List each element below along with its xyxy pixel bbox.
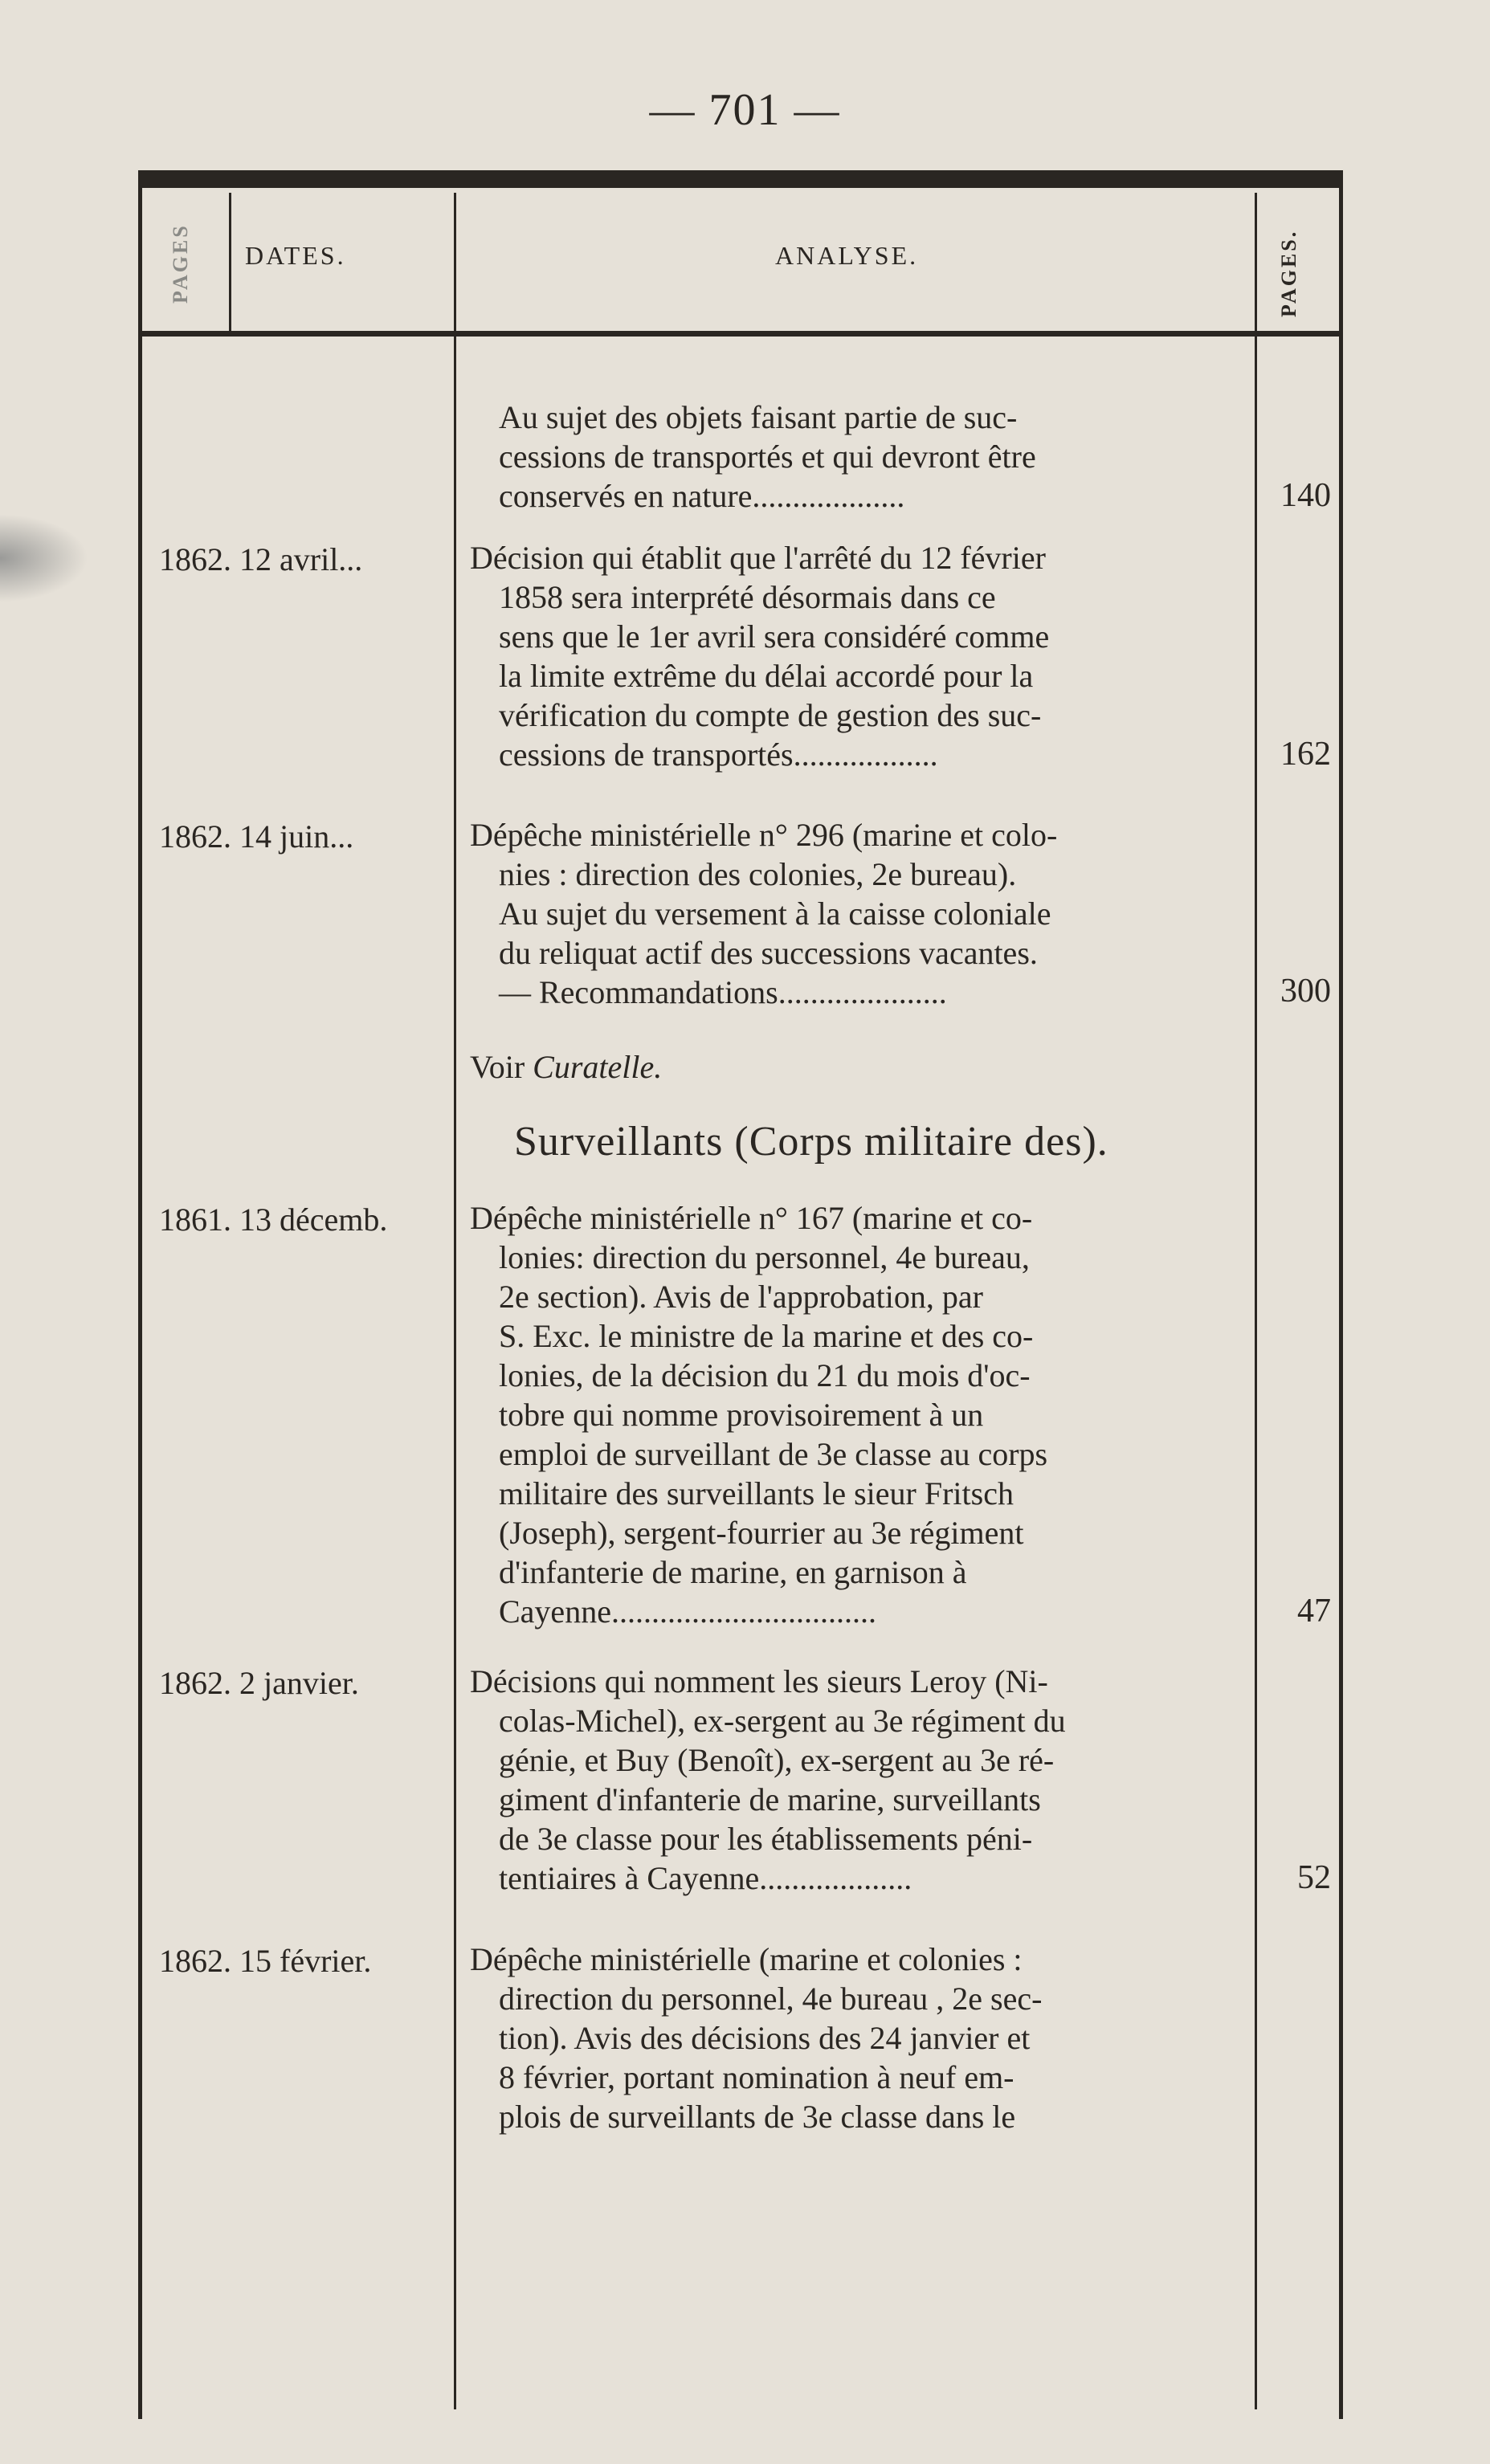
analysis-line: 8 février, portant nomination à neuf em- — [499, 2059, 1014, 2095]
analysis-line: Dépêche ministérielle n° 167 (marine et co- — [470, 1200, 1033, 1236]
left-margin-shadow — [0, 514, 88, 602]
table-header-rule — [138, 331, 1343, 337]
analysis-line: cessions de transportés.................. — [499, 736, 938, 773]
entry-date: 1862. 14 juin... — [159, 818, 354, 855]
analysis-line: d'infanterie de marine, en garnison à — [499, 1554, 967, 1590]
header-pages-left: PAGES — [169, 223, 192, 304]
analysis-line: Dépêche ministérielle n° 296 (marine et colo- — [470, 817, 1058, 853]
analysis-line: emploi de surveillant de 3e classe au corps — [499, 1436, 1048, 1472]
analysis-line: 2e section). Avis de l'approbation, par — [499, 1279, 983, 1315]
analysis-line: Au sujet du versement à la caisse coloniale — [499, 895, 1051, 932]
analysis-line: colas-Michel), ex-sergent au 3e régiment du — [499, 1703, 1066, 1739]
analysis-line: tobre qui nomme provisoirement à un — [499, 1397, 984, 1433]
analysis-line: — Recommandations..................... — [499, 974, 947, 1010]
analysis-line: vérification du compte de gestion des suc- — [499, 697, 1042, 733]
entry-analysis — [470, 1662, 1246, 1898]
analysis-line: Au sujet des objets faisant partie de suc- — [499, 399, 1018, 435]
analysis-line: la limite extrême du délai accordé pour la — [499, 658, 1034, 694]
column-divider-dates — [454, 193, 456, 2409]
see-also-target: Curatelle. — [533, 1049, 663, 1085]
see-also-reference — [470, 1048, 662, 1086]
entry-analysis — [470, 538, 1246, 774]
entry-analysis — [470, 1940, 1246, 2136]
entry-page: 47 — [1297, 1593, 1331, 1630]
analysis-line: 1858 sera interprété désormais dans ce — [499, 579, 996, 615]
analysis-line: Décisions qui nomment les sieurs Leroy (Ni- — [470, 1663, 1048, 1699]
analysis-line: plois de surveillants de 3e classe dans le — [499, 2099, 1016, 2135]
analysis-line: nies : direction des colonies, 2e bureau). — [499, 856, 1017, 892]
column-divider-pages-right — [1255, 193, 1257, 2409]
entry-page: 140 — [1280, 477, 1331, 514]
section-heading: Surveillants (Corps militaire des). — [514, 1119, 1108, 1165]
analysis-line: lonies, de la décision du 21 du mois d'oc- — [499, 1357, 1031, 1393]
entry-date: 1862. 15 février. — [159, 1943, 372, 1979]
analysis-line: génie, et Buy (Benoît), ex-sergent au 3e ré- — [499, 1742, 1055, 1778]
analysis-line: S. Exc. le ministre de la marine et des co- — [499, 1318, 1034, 1354]
analysis-line: Décision qui établit que l'arrêté du 12 février — [470, 540, 1046, 576]
analysis-line: Cayenne................................. — [499, 1593, 876, 1630]
table-top-rule — [138, 170, 1343, 188]
analysis-line: tion). Avis des décisions des 24 janvier et — [499, 2020, 1031, 2056]
entry-analysis — [470, 815, 1246, 1012]
analysis-line: lonies: direction du personnel, 4e bureau, — [499, 1239, 1030, 1275]
entry-page: 300 — [1280, 973, 1331, 1010]
entry-date: 1862. 12 avril... — [159, 541, 363, 577]
entry-date: 1862. 2 janvier. — [159, 1665, 359, 1701]
entry-analysis — [470, 398, 1246, 516]
analysis-line: du reliquat actif des successions vacantes. — [499, 935, 1038, 971]
entry-page: 162 — [1280, 736, 1331, 773]
see-also-prefix: Voir — [470, 1049, 533, 1085]
header-analyse: ANALYSE. — [775, 241, 919, 270]
header-dates: DATES. — [245, 241, 346, 270]
analysis-line: tentiaires à Cayenne................... — [499, 1860, 912, 1896]
analysis-line: cessions de transportés et qui devront être — [499, 439, 1036, 475]
analysis-line: direction du personnel, 4e bureau , 2e sec- — [499, 1981, 1043, 2017]
analysis-line: giment d'infanterie de marine, surveillants — [499, 1781, 1041, 1817]
analysis-line: militaire des surveillants le sieur Fritsch — [499, 1475, 1014, 1511]
entry-analysis — [470, 1198, 1246, 1631]
entry-page: 52 — [1297, 1859, 1331, 1896]
analysis-line: conservés en nature................... — [499, 478, 905, 514]
analysis-line: sens que le 1er avril sera considéré comme — [499, 618, 1050, 655]
column-divider-pages-left — [229, 193, 231, 331]
header-pages-right: PAGES. — [1277, 229, 1300, 317]
analysis-line: (Joseph), sergent-fourrier au 3e régiment — [499, 1515, 1024, 1551]
page-number: — 701 — — [649, 85, 841, 135]
analysis-line: de 3e classe pour les établissements péni- — [499, 1821, 1033, 1857]
entry-date: 1861. 13 décemb. — [159, 1201, 388, 1238]
analysis-line: Dépêche ministérielle (marine et colonies : — [470, 1941, 1023, 1977]
